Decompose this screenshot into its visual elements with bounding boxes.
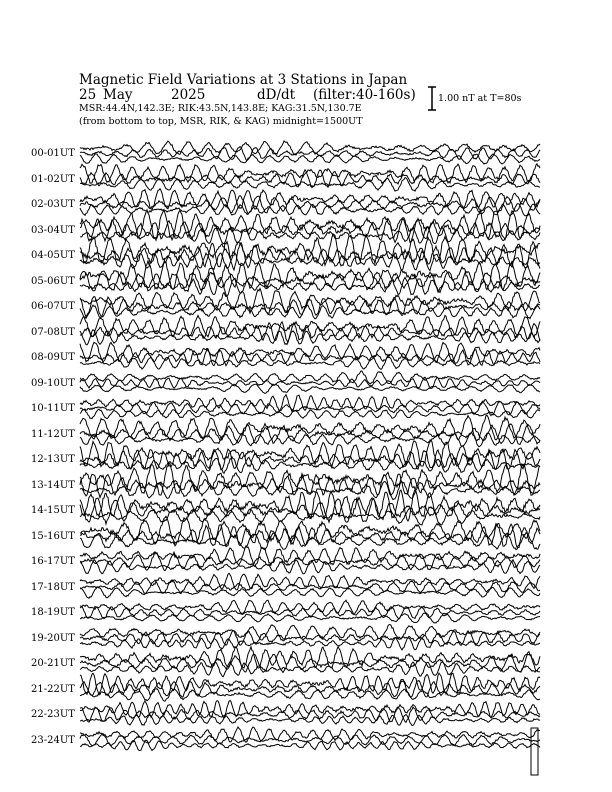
row-label: 18-19UT <box>31 607 75 618</box>
trace-line <box>80 600 540 614</box>
trace-line <box>80 573 540 590</box>
date-year: 2025 <box>171 87 206 103</box>
row-label: 02-03UT <box>31 199 75 210</box>
trace-line <box>80 433 540 447</box>
scale-bar <box>428 87 436 110</box>
trace-line <box>80 402 540 416</box>
row-label: 21-22UT <box>31 683 75 695</box>
trace-line <box>80 533 540 550</box>
row-label: 01-02UT <box>31 173 75 185</box>
filter-label: (filter:40-160s) <box>313 87 416 103</box>
row-label: 13-14UT <box>31 479 75 491</box>
date-month: May <box>103 87 133 103</box>
trace-line <box>80 715 540 726</box>
row-label: 16-17UT <box>31 556 75 567</box>
trace-line <box>80 507 540 525</box>
trace-line <box>80 357 540 370</box>
row-label: 10-11UT <box>31 403 75 414</box>
date-day: 25 <box>79 87 97 103</box>
order-note: (from bottom to top, MSR, RIK, & KAG) midnight=1500UT <box>79 116 363 127</box>
trace-line <box>80 424 540 445</box>
row-label: 20-21UT <box>31 658 75 669</box>
row-label: 03-04UT <box>31 224 75 236</box>
trace-line <box>80 727 540 742</box>
trace-line <box>80 474 540 498</box>
row-label: 14-15UT <box>31 505 75 516</box>
trace-group <box>80 141 540 775</box>
trace-line <box>80 482 540 500</box>
trace-line <box>80 740 540 750</box>
chart-title: Magnetic Field Variations at 3 Stations in Japan <box>79 72 408 88</box>
row-label: 06-07UT <box>31 301 75 312</box>
trace-line <box>80 647 540 668</box>
scale-label: 1.00 nT at T=80s <box>438 93 522 104</box>
row-label: 23-24UT <box>31 734 75 746</box>
row-label: 09-10UT <box>31 377 75 389</box>
row-label: 04-05UT <box>31 250 75 261</box>
row-label: 15-16UT <box>31 530 75 542</box>
trace-line <box>80 189 540 210</box>
trace-line <box>80 580 540 594</box>
trace-line <box>80 219 540 243</box>
row-label: 22-23UT <box>31 709 75 720</box>
trace-line <box>80 638 540 650</box>
row-label: 12-13UT <box>31 454 75 465</box>
row-label: 19-20UT <box>31 632 75 644</box>
row-label: 07-08UT <box>31 326 75 338</box>
row-label: 00-01UT <box>31 148 75 159</box>
stations-line: MSR:44.4N,142.3E; RIK:43.5N,143.8E; KAG:31.5N,130.7E <box>79 103 362 114</box>
trace-line <box>80 154 540 164</box>
quantity-label: dD/dt <box>257 87 296 103</box>
row-label: 11-12UT <box>31 428 75 440</box>
trace-line <box>80 662 540 677</box>
row-label: 17-18UT <box>31 581 75 593</box>
row-label: 08-09UT <box>31 352 75 363</box>
row-label: 05-06UT <box>31 275 75 287</box>
trace-line <box>80 384 540 393</box>
trace-line <box>80 271 540 291</box>
trace-line <box>80 654 540 672</box>
